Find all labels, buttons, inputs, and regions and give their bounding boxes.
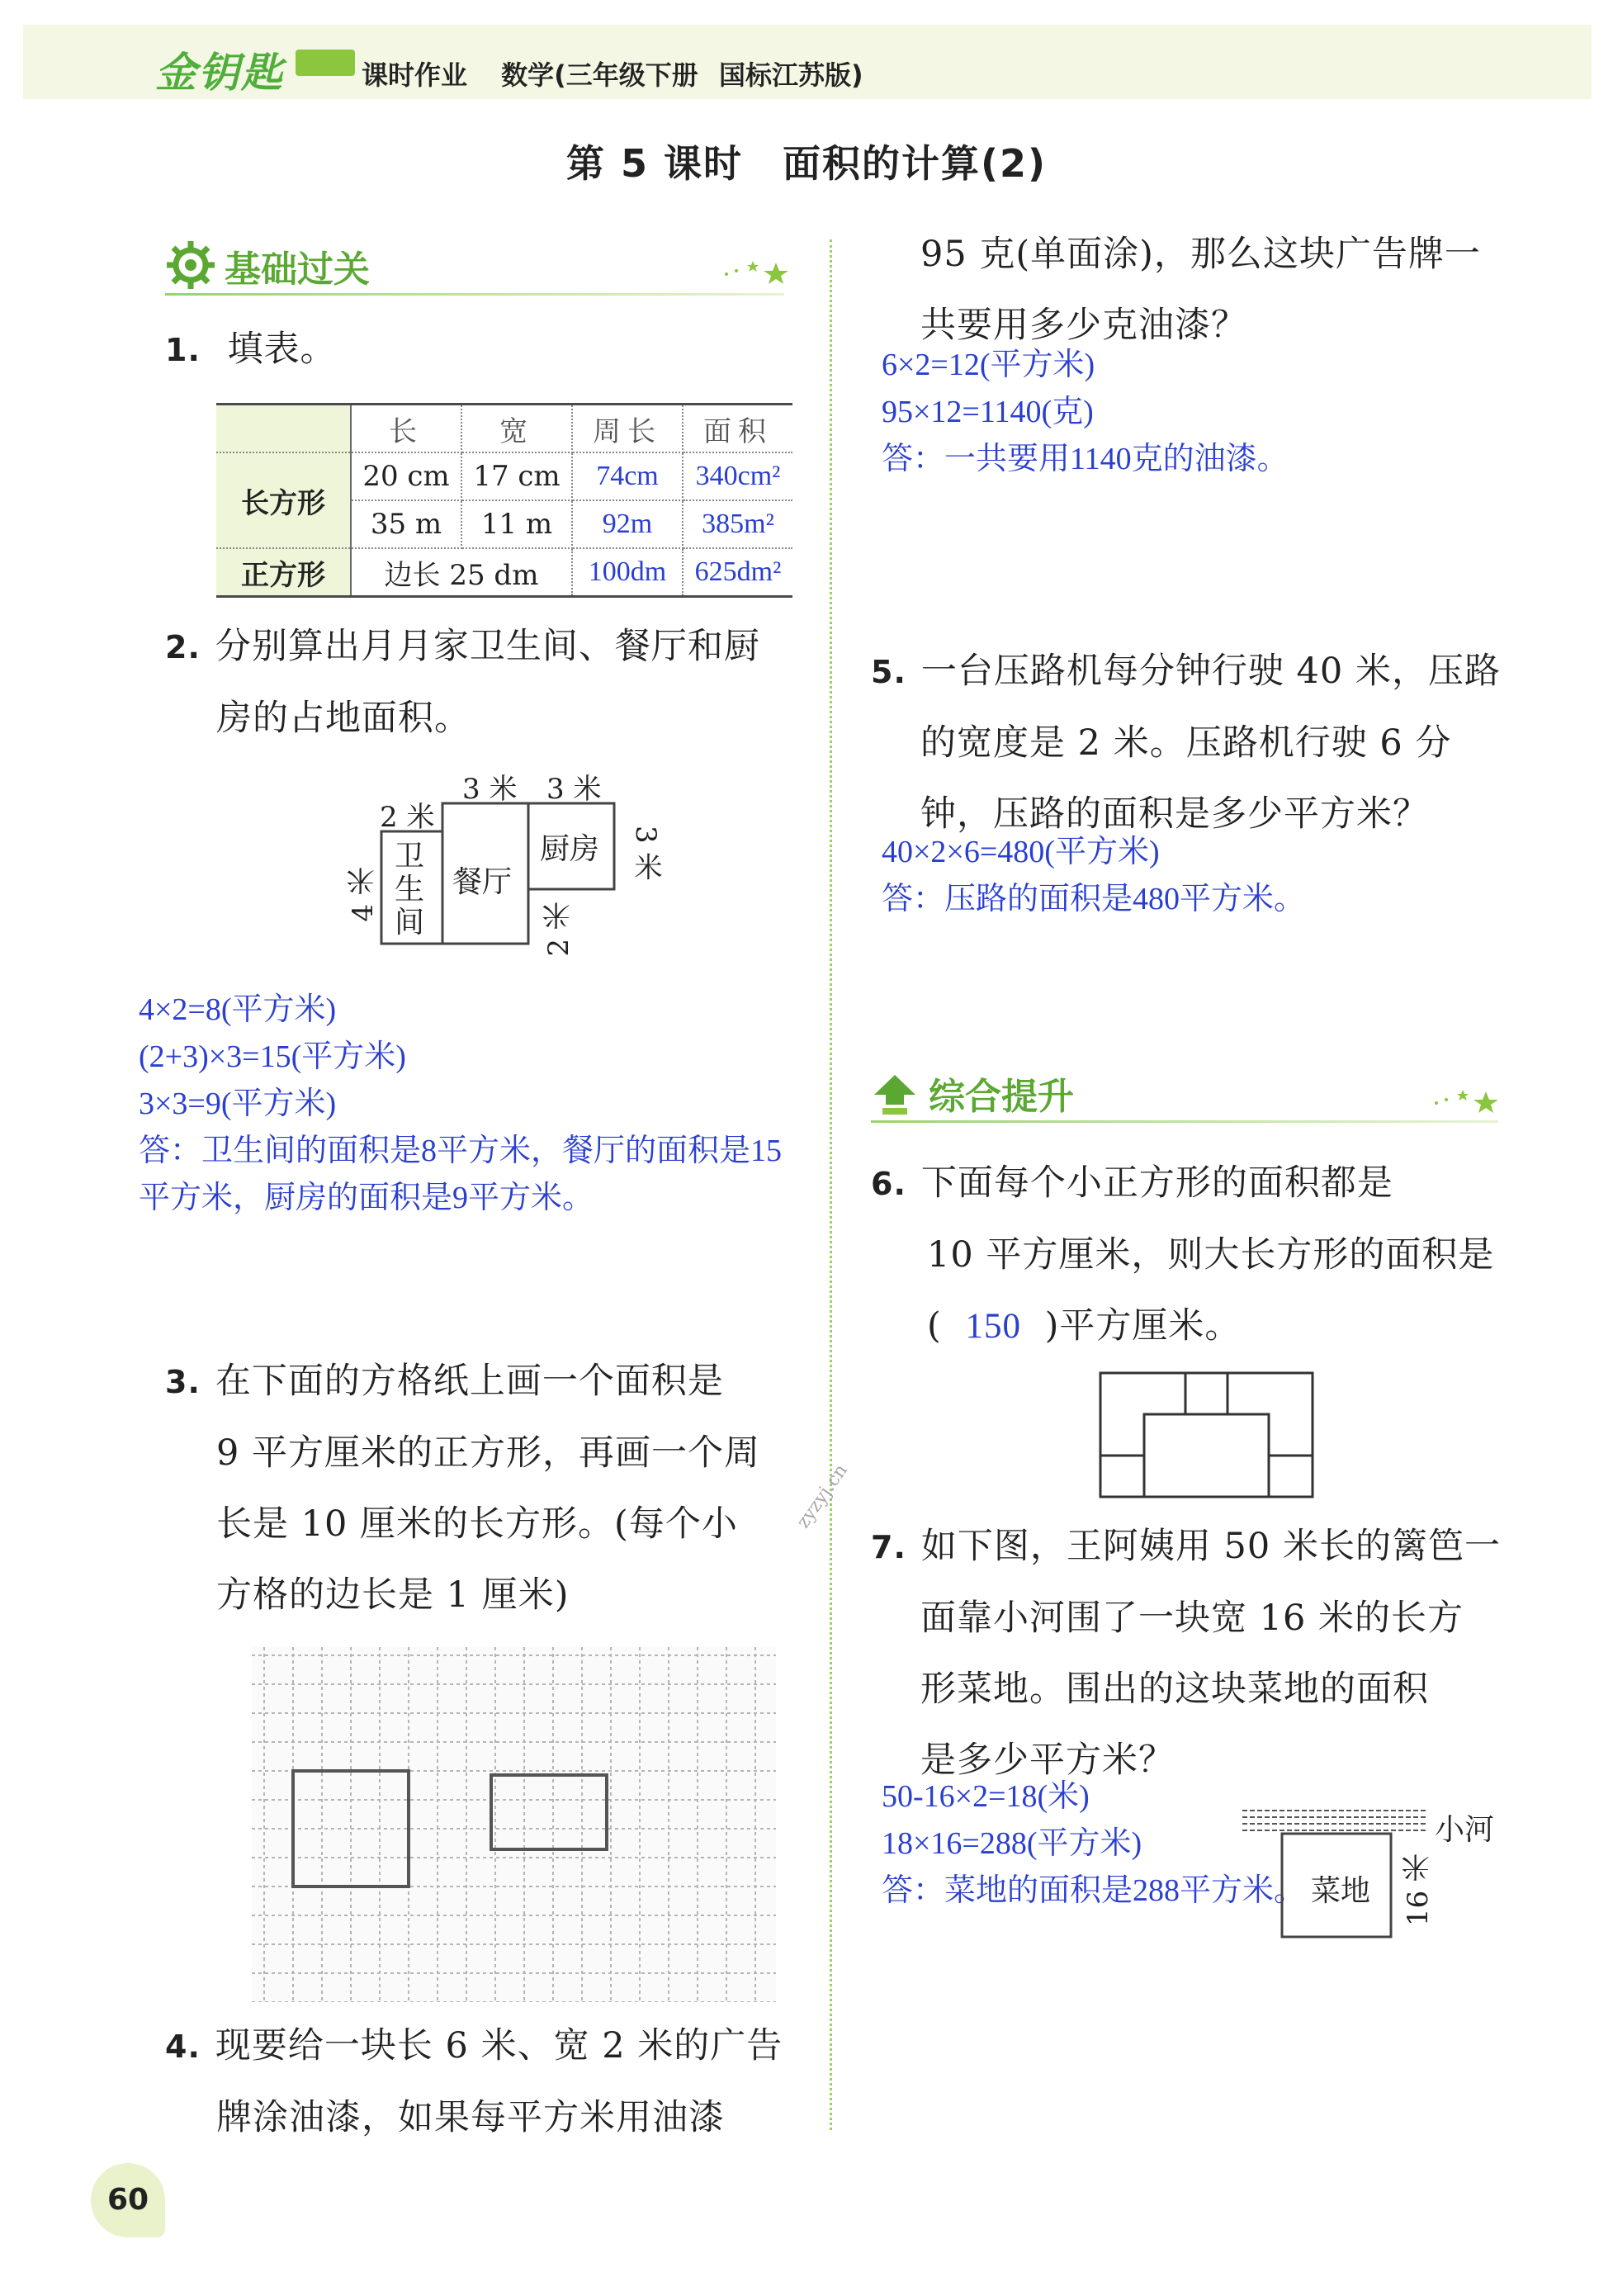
field-label: 菜地 [1311, 1874, 1371, 1908]
q4-continued [920, 219, 1581, 361]
answer-line: 50-16×2=18(米) [882, 1779, 1090, 1814]
answer-line: 40×2×6=480(平方米) [882, 835, 1160, 869]
answer-line: 95×12=1140(克) [882, 395, 1094, 429]
q7-line: 如下图，王阿姨用 50 米长的篱笆一 [920, 1526, 1501, 1567]
q2-line2: 房的占地面积。 [216, 698, 471, 739]
answer-line: 答：菜地的面积是288平方米。 [882, 1873, 1306, 1908]
gear-icon [165, 239, 216, 291]
header-edition: 国标江苏版) [718, 59, 863, 91]
section-basic-title: 基础过关 [225, 249, 370, 291]
stars-icon [1420, 1086, 1502, 1120]
arrow-up-icon [871, 1072, 919, 1120]
room-kitchen: 厨房 [540, 832, 600, 866]
label-top-right: 3 米 [546, 773, 602, 806]
cell-side: 边长 25 dm [351, 548, 572, 597]
cell-width: 11 m [461, 500, 572, 548]
q5-number: 5. [871, 654, 906, 690]
q2-answers [139, 987, 782, 1222]
q2-line1: 分别算出月月家卫生间、餐厅和厨 [215, 626, 760, 667]
header-text [362, 54, 888, 92]
cell-area-answer: 340cm² [683, 452, 792, 500]
q7-line: 形菜地。围出的这块菜地的面积 [920, 1669, 1429, 1710]
q4 [165, 2010, 825, 2153]
table-header-width: 宽 [461, 405, 572, 453]
q2 [165, 611, 809, 754]
cell-perimeter-answer: 74cm [572, 452, 683, 500]
header-subject: 数学(三年级下册 [501, 59, 698, 91]
blank-open: ( [927, 1305, 942, 1347]
room-bath: 卫生间 [395, 840, 425, 940]
label-bath-width: 2 米 [380, 801, 435, 834]
q1-table [216, 403, 792, 598]
answer-line: 6×2=12(平方米) [882, 348, 1095, 382]
q1-text: 填表。 [227, 329, 337, 370]
cell-perimeter-answer: 92m [572, 500, 683, 548]
table-header-area: 面积 [683, 405, 792, 453]
q6-line: 下面每个小正方形的面积都是 [920, 1162, 1393, 1204]
page-number: 60 [91, 2163, 165, 2237]
q4-number: 4. [165, 2029, 201, 2065]
q4-answers [882, 342, 1289, 483]
blank-close: )平方厘米。 [1044, 1305, 1242, 1347]
cell-area-answer: 625dm² [683, 548, 792, 597]
cell-length: 20 cm [351, 452, 461, 500]
table-header-length: 长 [351, 405, 461, 453]
q6-line: 10 平方厘米，则大长方形的面积是 [927, 1234, 1495, 1276]
answer-line: 3×3=9(平方米) [139, 1086, 337, 1121]
label-left-height: 4 米 [347, 867, 380, 922]
q3 [165, 1346, 825, 1631]
stars-icon [710, 258, 792, 291]
q6-figure [1098, 1370, 1319, 1503]
answer-line: 4×2=8(平方米) [139, 992, 337, 1027]
header-series: 课时作业 [362, 59, 468, 91]
watermark: zyzyj.cn [792, 1460, 852, 1532]
answer-line: 答：一共要用1140克的油漆。 [882, 442, 1289, 476]
q5-answers [882, 829, 1305, 923]
q4-line: 共要用多少克油漆？ [920, 305, 1247, 346]
section-basic-underline [165, 293, 784, 296]
answer-line: 平方米，厨房的面积是9平方米。 [139, 1181, 594, 1215]
row-label-rectangle: 长方形 [216, 452, 351, 548]
field-width-label: 16 米 [1402, 1853, 1435, 1927]
label-bottom-right: 2 米 [542, 902, 575, 957]
lesson-title: 第 5 课时 面积的计算(2) [565, 141, 1048, 186]
q6-answer: 150 [965, 1307, 1021, 1346]
q3-line: 方格的边长是 1 厘米) [216, 1574, 570, 1616]
room-dining: 餐厅 [452, 865, 513, 899]
q5 [871, 636, 1581, 850]
q5-line: 一台压路机每分钟行驶 40 米，压路 [920, 651, 1501, 692]
q6-blank-line [927, 1290, 1581, 1362]
q3-line: 在下面的方格纸上画一个面积是 [215, 1361, 724, 1402]
table-header-row [216, 405, 792, 453]
table-row [216, 548, 792, 597]
q2-number: 2. [165, 629, 201, 665]
q5-line: 钟，压路的面积是多少平方米？ [920, 793, 1429, 835]
section-advanced-underline [871, 1120, 1498, 1123]
q6-number: 6. [871, 1166, 906, 1202]
q1 [165, 314, 337, 386]
q3-line: 9 平方厘米的正方形，再画一个周 [216, 1432, 761, 1474]
cell-length: 35 m [351, 500, 461, 548]
cell-area-answer: 385m² [683, 500, 792, 548]
q7-line: 是多少平方米？ [920, 1740, 1175, 1781]
table-row [216, 452, 792, 500]
answer-line: 18×16=288(平方米) [882, 1826, 1142, 1861]
row-label-square: 正方形 [216, 548, 351, 597]
label-right-height: 3 米 [629, 826, 662, 881]
q7-number: 7. [871, 1529, 906, 1565]
q4-line: 现要给一块长 6 米、宽 2 米的广告 [215, 2025, 783, 2066]
q7-line: 面靠小河围了一块宽 16 米的长方 [920, 1598, 1464, 1639]
answer-line: 答：卫生间的面积是8平方米，餐厅的面积是15 [139, 1134, 783, 1168]
q7 [871, 1511, 1581, 1796]
label-top-left: 3 米 [462, 773, 518, 806]
section-advanced-title: 综合提升 [929, 1076, 1074, 1118]
cell-width: 17 cm [461, 452, 572, 500]
cell-perimeter-answer: 100dm [572, 548, 683, 597]
column-divider [830, 239, 832, 2130]
river-label: 小河 [1435, 1813, 1495, 1847]
table-corner [216, 405, 351, 453]
brand-logo: 金钥匙 [155, 49, 284, 97]
brand-badge-icon [296, 50, 355, 76]
q4-line: 95 克(单面涂)，那么这块广告牌一 [920, 234, 1481, 275]
q4-line: 牌涂油漆，如果每平方米用油漆 [216, 2097, 725, 2138]
q3-line: 长是 10 厘米的长方形。(每个小 [216, 1503, 738, 1545]
q1-number: 1. [165, 332, 201, 368]
q3-number: 3. [165, 1364, 201, 1400]
answer-line: 答：压路的面积是480平方米。 [882, 882, 1306, 916]
table-header-perimeter: 周长 [572, 405, 683, 453]
answer-line: (2+3)×3=15(平方米) [139, 1039, 406, 1074]
q3-grid-paper [252, 1647, 776, 2002]
q6 [871, 1148, 1581, 1362]
q5-line: 的宽度是 2 米。压路机行驶 6 分 [920, 722, 1452, 764]
